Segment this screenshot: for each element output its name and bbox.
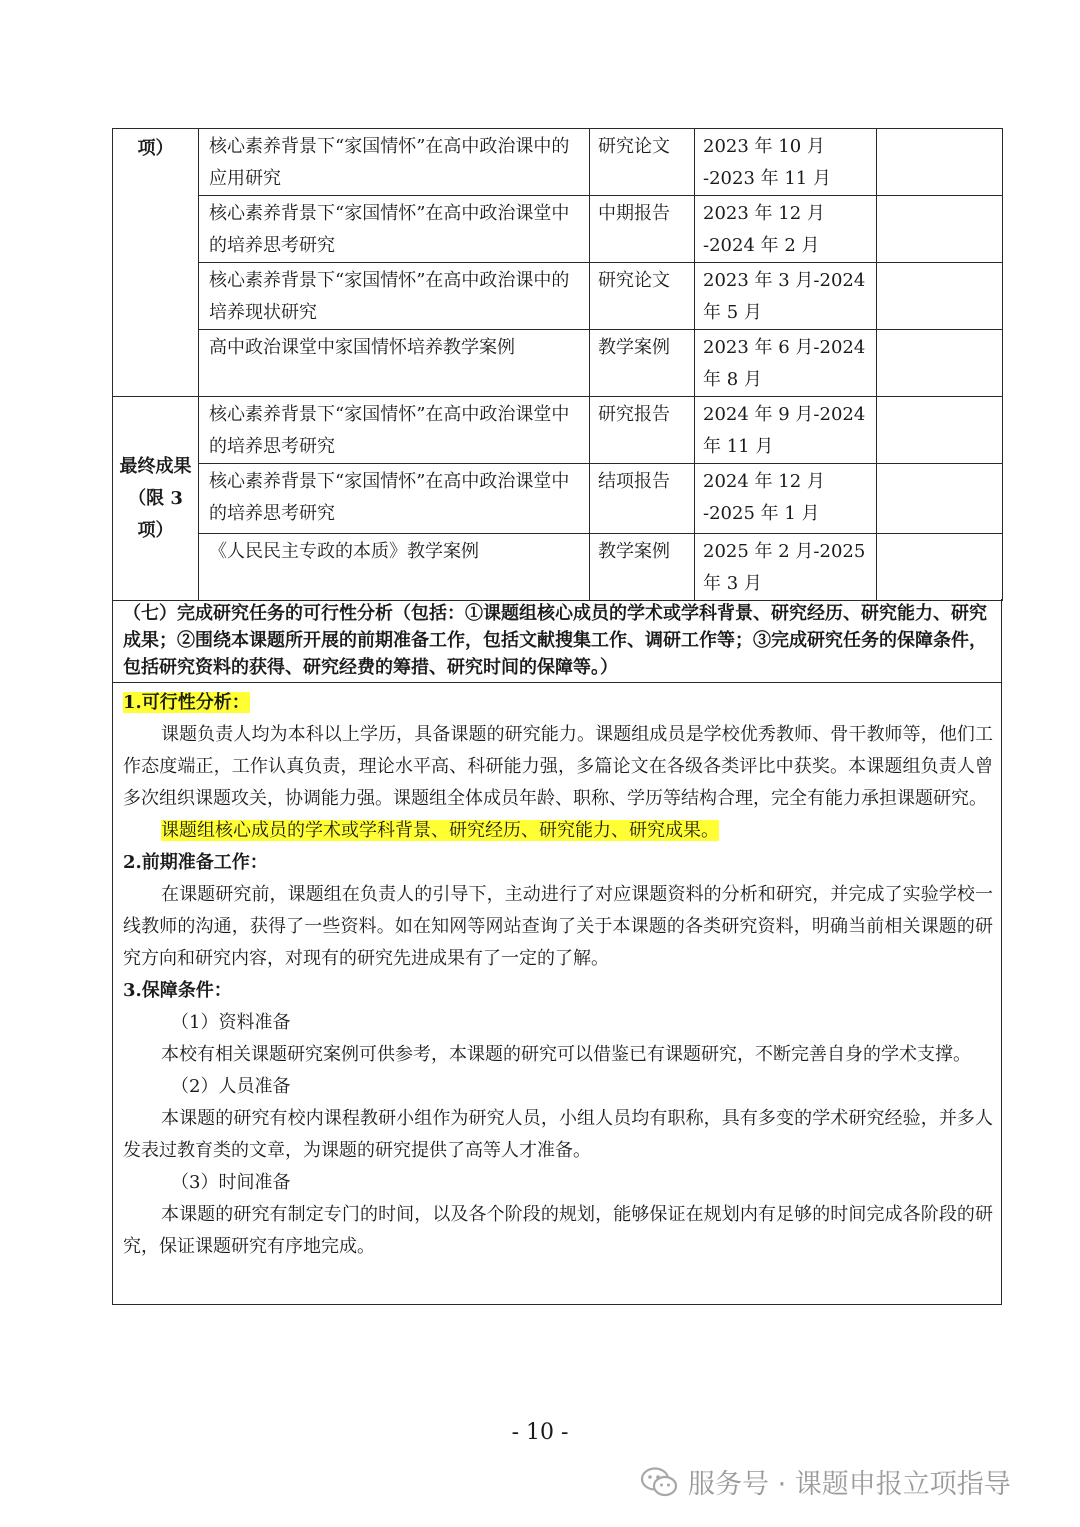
table-row [113, 196, 1003, 263]
result-owner-empty [877, 534, 1003, 601]
personnel-subheading: （2）人员准备 [171, 1076, 291, 1097]
table-row [113, 534, 1003, 601]
guarantee-heading: 3.保障条件： [123, 980, 232, 1001]
feasibility-paragraph: 课题负责人均为本科以上学历，具备课题的研究能力。课题组成员是学校优秀教师、骨干教师等，他们工作态度端正，工作认真负责，理论水平高、科研能力强，多篇论文在各级各类评比中获奖。本课题组负责人曾多次组织课题攻关，协调能力强。课题组全体成员年龄、职称、学历等结构合理，完全有能力承担课题研究。 [123, 724, 993, 809]
result-name: 高中政治课堂中家国情怀培养教学案例 [199, 330, 590, 397]
personnel-paragraph: 本课题的研究有校内课程教研小组作为研究人员，小组人员均有职称，具有多变的学术研究经验，并多人发表过教育类的文章，为课题的研究提供了高等人才准备。 [123, 1108, 993, 1161]
result-type: 研究论文 [590, 129, 695, 196]
section-body [113, 683, 1001, 1263]
result-time: 2023 年 10 月 -2023 年 11 月 [695, 129, 877, 196]
result-name: 核心素养背景下“家国情怀”在高中政治课中的应用研究 [199, 129, 590, 196]
result-time: 2025 年 2 月-2025 年 3 月 [695, 534, 877, 601]
table-row [113, 129, 1003, 196]
watermark-text: 服务号 · 课题申报立项指导 [688, 1469, 1011, 1500]
time-paragraph: 本课题的研究有制定专门的时间，以及各个阶段的规划，能够保证在规划内有足够的时间完成各阶段的研究，保证课题研究有序地完成。 [123, 1204, 993, 1257]
result-time: 2023 年 12 月 -2024 年 2 月 [695, 196, 877, 263]
result-owner-empty [877, 196, 1003, 263]
result-type: 中期报告 [590, 196, 695, 263]
result-owner-empty [877, 129, 1003, 196]
section-heading: （七）完成研究任务的可行性分析（包括：①课题组核心成员的学术或学科背景、研究经历、研究能力、研究成果；②围绕本课题所开展的前期准备工作，包括文献搜集工作、调研工作等；③完成研究任务的保障条件，包括研究资料的获得、研究经费的筹措、研究时间的保障等。） [113, 599, 1001, 683]
result-type: 研究论文 [590, 263, 695, 330]
time-subheading: （3）时间准备 [171, 1172, 291, 1193]
result-name: 核心素养背景下“家国情怀”在高中政治课中的培养现状研究 [199, 263, 590, 330]
result-owner-empty [877, 330, 1003, 397]
result-type: 教学案例 [590, 330, 695, 397]
result-time: 2024 年 9 月-2024 年 11 月 [695, 397, 877, 464]
result-name: 核心素养背景下“家国情怀”在高中政治课堂中的培养思考研究 [199, 196, 590, 263]
feasibility-section [112, 599, 1002, 1305]
table-row [113, 263, 1003, 330]
table-row [113, 464, 1003, 534]
result-owner-empty [877, 263, 1003, 330]
table-row [113, 397, 1003, 464]
preparation-paragraph: 在课题研究前，课题组在负责人的引导下，主动进行了对应课题资料的分析和研究，并完成了实验学校一线教师的沟通，获得了一些资料。如在知网等网站查询了关于本课题的各类研究资料，明确当前相关课题的研究方向和研究内容，对现有的研究先进成果有了一定的了解。 [123, 884, 993, 969]
highlighted-text: 课题组核心成员的学术或学科背景、研究经历、研究能力、研究成果。 [161, 820, 719, 841]
table-row [113, 330, 1003, 397]
final-results-label: 最终成果（限 3 项） [113, 397, 199, 601]
materials-paragraph: 本校有相关课题研究案例可供参考，本课题的研究可以借鉴已有课题研究，不断完善自身的学术支撑。 [161, 1044, 971, 1065]
page-number: - 10 - [511, 1420, 569, 1445]
result-name: 《人民民主专政的本质》教学案例 [199, 534, 590, 601]
result-name: 核心素养背景下“家国情怀”在高中政治课堂中的培养思考研究 [199, 464, 590, 534]
result-name: 核心素养背景下“家国情怀”在高中政治课堂中的培养思考研究 [199, 397, 590, 464]
result-type: 结项报告 [590, 464, 695, 534]
result-time: 2023 年 6 月-2024 年 8 月 [695, 330, 877, 397]
results-table [112, 128, 1003, 601]
result-type: 研究报告 [590, 397, 695, 464]
watermark [640, 1462, 1011, 1501]
phase-results-label: 项） [113, 129, 199, 397]
feasibility-heading [123, 687, 993, 719]
result-owner-empty [877, 464, 1003, 534]
wechat-icon [640, 1467, 678, 1497]
result-type: 教学案例 [590, 534, 695, 601]
highlight-paragraph [123, 815, 993, 847]
result-time: 2024 年 12 月 -2025 年 1 月 [695, 464, 877, 534]
result-owner-empty [877, 397, 1003, 464]
materials-subheading: （1）资料准备 [171, 1012, 291, 1033]
result-time: 2023 年 3 月-2024 年 5 月 [695, 263, 877, 330]
preparation-heading: 2.前期准备工作： [123, 852, 268, 873]
highlighted-heading: 1.可行性分析： [123, 692, 250, 713]
